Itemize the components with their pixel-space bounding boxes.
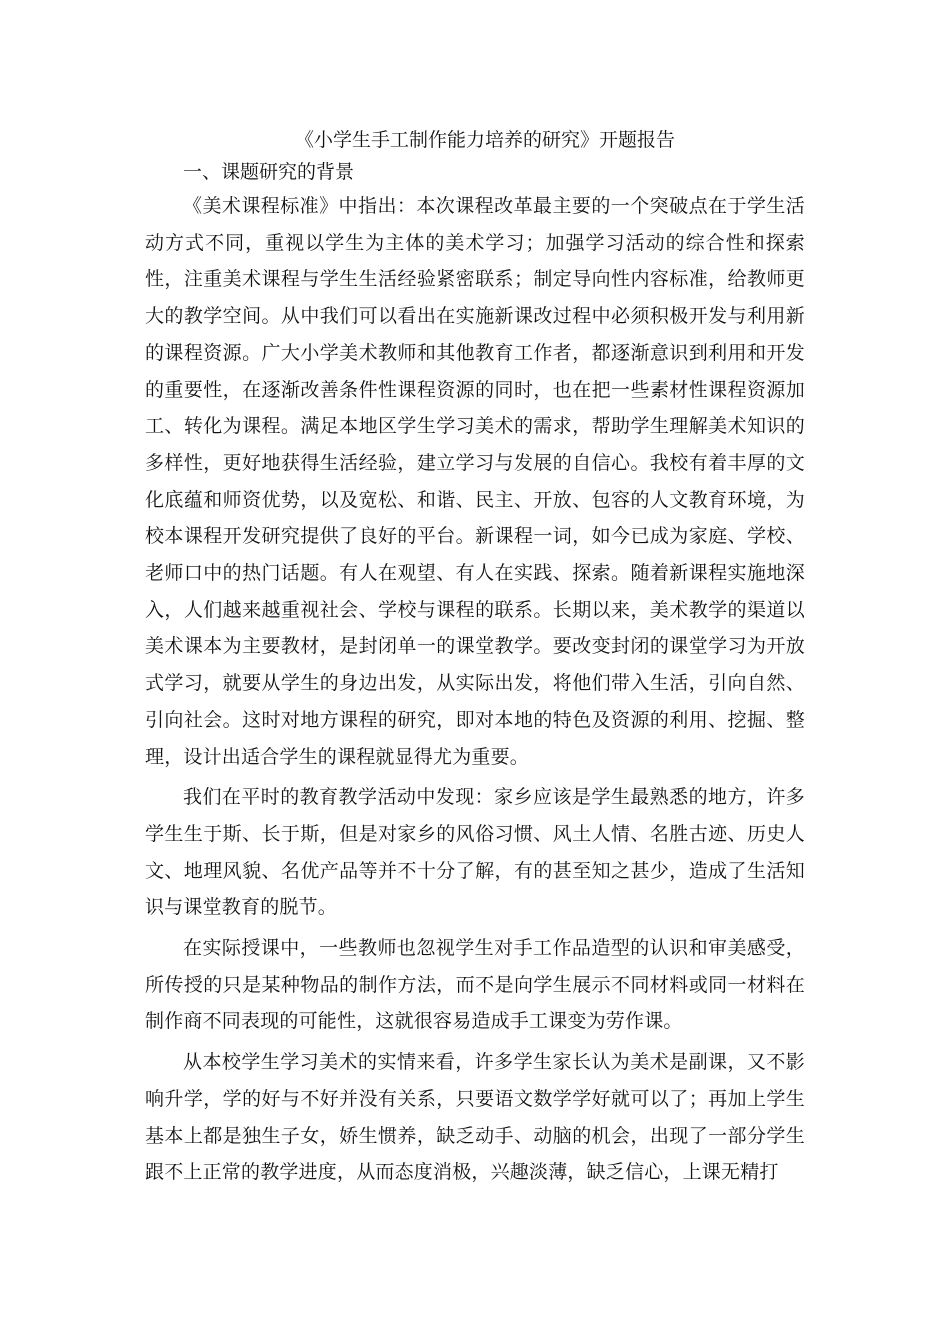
section-heading: 一、课题研究的背景	[183, 161, 355, 183]
paragraph-3: 在实际授课中，一些教师也忽视学生对手工作品造型的认识和审美感受，所传授的只是某种物品的制作方法，而不是向学生展示不同材料或同一材料在制作商不同表现的可能性，这就很容易造成手工课变为劳作课。	[145, 937, 805, 1033]
document-page	[145, 124, 805, 1191]
document-title: 《小学生手工制作能力培养的研究》开题报告	[294, 129, 675, 151]
paragraph-1: 《美术课程标准》中指出：本次课程改革最主要的一个突破点在于学生活动方式不同，重视以学生为主体的美术学习；加强学习活动的综合性和探索性，注重美术课程与学生生活经验紧密联系；制定导向性内容标准，给教师更大的教学空间。从中我们可以看出在实施新课改过程中必须积极开发与利用新的课程资源。广大小学美术教师和其他教育工作者，都逐渐意识到利用和开发的重要性，在逐渐改善条件性课程资源的同时，也在把一些素材性课程资源加工、转化为课程。满足本地区学生学习美术的需求，帮助学生理解美术知识的多样性，更好地获得生活经验，建立学习与发展的自信心。我校有着丰厚的文化底蕴和师资优势，以及宽松、和谐、民主、开放、包容的人文教育环境，为校本课程开发研究提供了良好的平台。新课程一词，如今已成为家庭、学校、老师口中的热门话题。有人在观望、有人在实践、探索。随着新课程实施地深入，人们越来越重视社会、学校与课程的联系。长期以来，美术教学的渠道以美术课本为主要教材，是封闭单一的课堂教学。要改变封闭的课堂学习为开放式学习，就要从学生的身边出发，从实际出发，将他们带入生活，引向自然、引向社会。这时对地方课程的研究，即对本地的特色及资源的利用、挖掘、整理，设计出适合学生的课程就显得尤为重要。	[145, 195, 805, 768]
paragraph-4: 从本校学生学习美术的实情来看，许多学生家长认为美术是副课，又不影响升学，学的好与不好并没有关系，只要语文数学学好就可以了；再加上学生基本上都是独生子女，娇生惯养，缺乏动手、动脑的机会，出现了一部分学生跟不上正常的教学进度，从而态度消极，兴趣淡薄，缺乏信心，上课无精打	[145, 1051, 805, 1184]
paragraph-2: 我们在平时的教育教学活动中发现：家乡应该是学生最熟悉的地方，许多学生生于斯、长于斯，但是对家乡的风俗习惯、风土人情、名胜古迹、历史人文、地理风貌、名优产品等并不十分了解，有的甚至知之甚少，造成了生活知识与课堂教育的脱节。	[145, 786, 805, 919]
